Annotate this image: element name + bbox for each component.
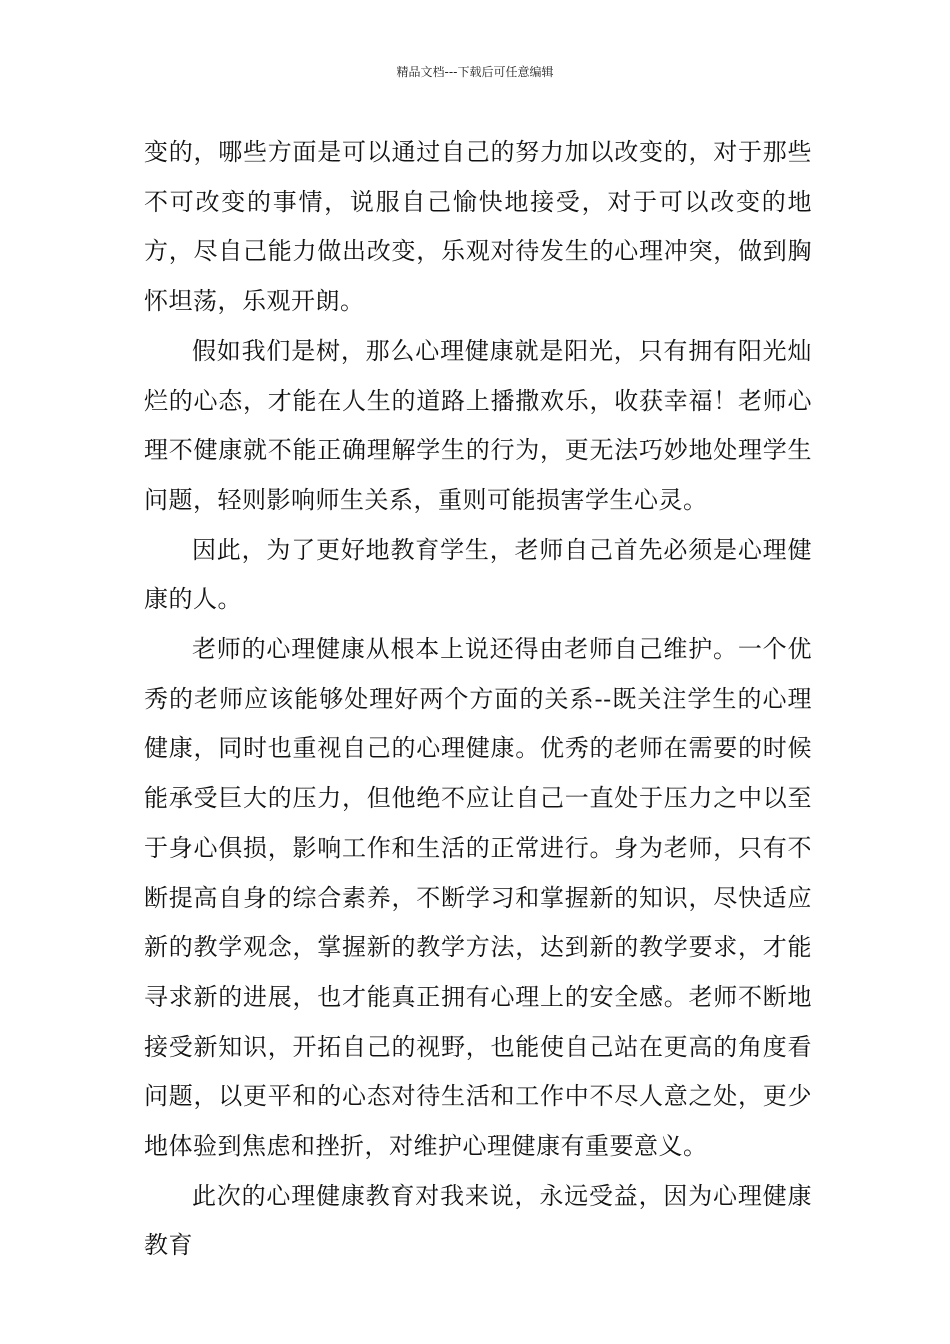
page-header: 精品文档---下载后可任意编辑: [396, 65, 554, 79]
paragraph: 老师的心理健康从根本上说还得由老师自己维护。一个优秀的老师应该能够处理好两个方面的关系--既关注学生的心理健康，同时也重视自己的心理健康。优秀的老师在需要的时候能承受巨大的压力，但他绝不应让自己一直处于压力之中以至于身心俱损，影响工作和生活的正常进行。身为老师，只有不断提高自身的综合素养，不断学习和掌握新的知识，尽快适应新的教学观念，掌握新的教学方法，达到新的教学要求，才能寻求新的进展，也才能真正拥有心理上的安全感。老师不断地接受新知识，开拓自己的视野，也能使自己站在更高的角度看问题，以更平和的心态对待生活和工作中不尽人意之处，更少地体验到焦虑和挫折，对维护心理健康有重要意义。: [144, 635, 812, 1161]
paragraph-continuation: 变的，哪些方面是可以通过自己的努力加以改变的，对于那些不可改变的事情，说服自己愉快地接受，对于可以改变的地方，尽自己能力做出改变，乐观对待发生的心理冲突，做到胸怀坦荡，乐观开朗。: [144, 138, 812, 316]
paragraph: 此次的心理健康教育对我来说，永远受益，因为心理健康教育: [144, 1181, 812, 1260]
paragraph: 假如我们是树，那么心理健康就是阳光，只有拥有阳光灿烂的心态，才能在人生的道路上播撒欢乐，收获幸福！老师心理不健康就不能正确理解学生的行为，更无法巧妙地处理学生问题，轻则影响师生关系，重则可能损害学生心灵。: [144, 336, 812, 514]
paragraph: 因此，为了更好地教育学生，老师自己首先必须是心理健康的人。: [144, 535, 812, 614]
document-body: [144, 128, 812, 1271]
